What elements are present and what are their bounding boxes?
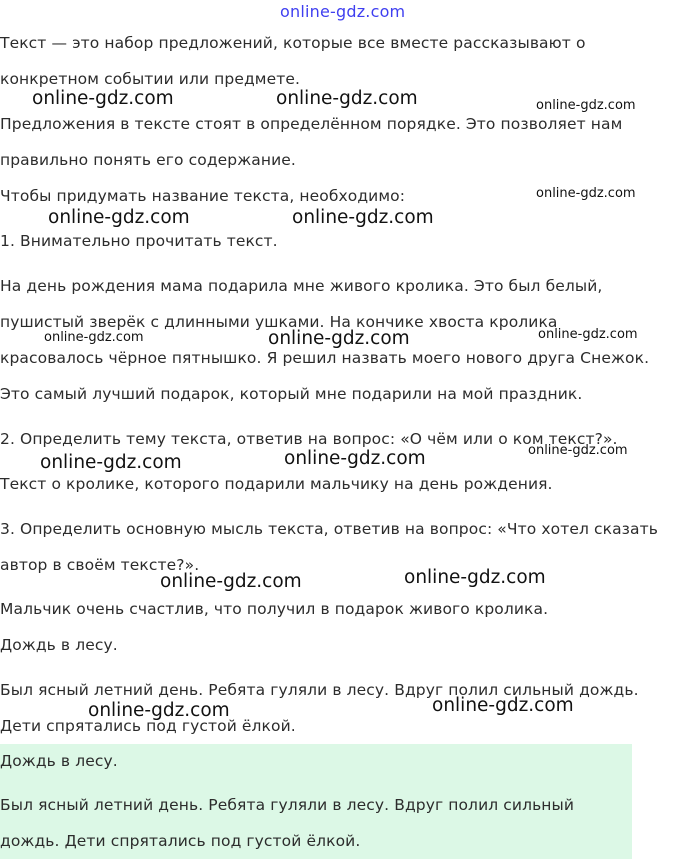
watermark: online-gdz.com bbox=[32, 88, 174, 109]
watermark: online-gdz.com bbox=[404, 567, 546, 588]
watermark: online-gdz.com bbox=[40, 452, 182, 473]
watermark: online-gdz.com bbox=[268, 328, 410, 349]
text-line: Предложения в тексте стоят в определённом порядке. Это позволяет нам bbox=[0, 115, 623, 133]
text-line: На день рождения мама подарила мне живого кролика. Это был белый, bbox=[0, 277, 603, 295]
watermark: online-gdz.com bbox=[536, 186, 636, 201]
text-line: 1. Внимательно прочитать текст. bbox=[0, 232, 278, 250]
watermark: online-gdz.com bbox=[276, 88, 418, 109]
watermark: online-gdz.com bbox=[284, 448, 426, 469]
text-line: автор в своём тексте?». bbox=[0, 556, 200, 574]
text-line: красовалось чёрное пятнышко. Я решил назвать моего нового друга Снежок. bbox=[0, 349, 650, 367]
watermark: online-gdz.com bbox=[160, 571, 302, 592]
text-line: 2. Определить тему текста, ответив на вопрос: «О чём или о ком текст?». bbox=[0, 430, 618, 448]
answer-title: Дождь в лесу. bbox=[0, 752, 118, 770]
text-line: Дождь в лесу. bbox=[0, 636, 118, 654]
watermark: online-gdz.com bbox=[432, 695, 574, 716]
text-line: Был ясный летний день. Ребята гуляли в лесу. Вдруг полил сильный дождь. bbox=[0, 681, 639, 699]
text-line: Текст — это набор предложений, которые все вместе рассказывают о bbox=[0, 34, 586, 52]
watermark: online-gdz.com bbox=[88, 700, 230, 721]
watermark: online-gdz.com bbox=[44, 330, 144, 345]
text-line: конкретном событии или предмете. bbox=[0, 70, 301, 88]
answer-line: дождь. Дети спрятались под густой ёлкой. bbox=[0, 832, 361, 850]
watermark: online-gdz.com bbox=[48, 207, 190, 228]
text-line: Чтобы придумать название текста, необходимо: bbox=[0, 187, 406, 205]
text-line: пушистый зверёк с длинными ушками. На кончике хвоста кролика bbox=[0, 313, 558, 331]
text-line: правильно понять его содержание. bbox=[0, 151, 296, 169]
watermark: online-gdz.com bbox=[528, 443, 628, 458]
text-line: Мальчик очень счастлив, что получил в подарок живого кролика. bbox=[0, 600, 549, 618]
watermark: online-gdz.com bbox=[538, 327, 638, 342]
watermark: online-gdz.com bbox=[292, 207, 434, 228]
answer-line: Был ясный летний день. Ребята гуляли в лесу. Вдруг полил сильный bbox=[0, 796, 575, 814]
watermark: online-gdz.com bbox=[536, 98, 636, 113]
text-line: Дети спрятались под густой ёлкой. bbox=[0, 717, 296, 735]
text-line: Это самый лучший подарок, который мне подарили на мой праздник. bbox=[0, 385, 583, 403]
text-line: 3. Определить основную мысль текста, ответив на вопрос: «Что хотел сказать bbox=[0, 520, 658, 538]
watermark-top: online-gdz.com bbox=[280, 2, 406, 21]
text-line: Текст о кролике, которого подарили мальчику на день рождения. bbox=[0, 475, 553, 493]
